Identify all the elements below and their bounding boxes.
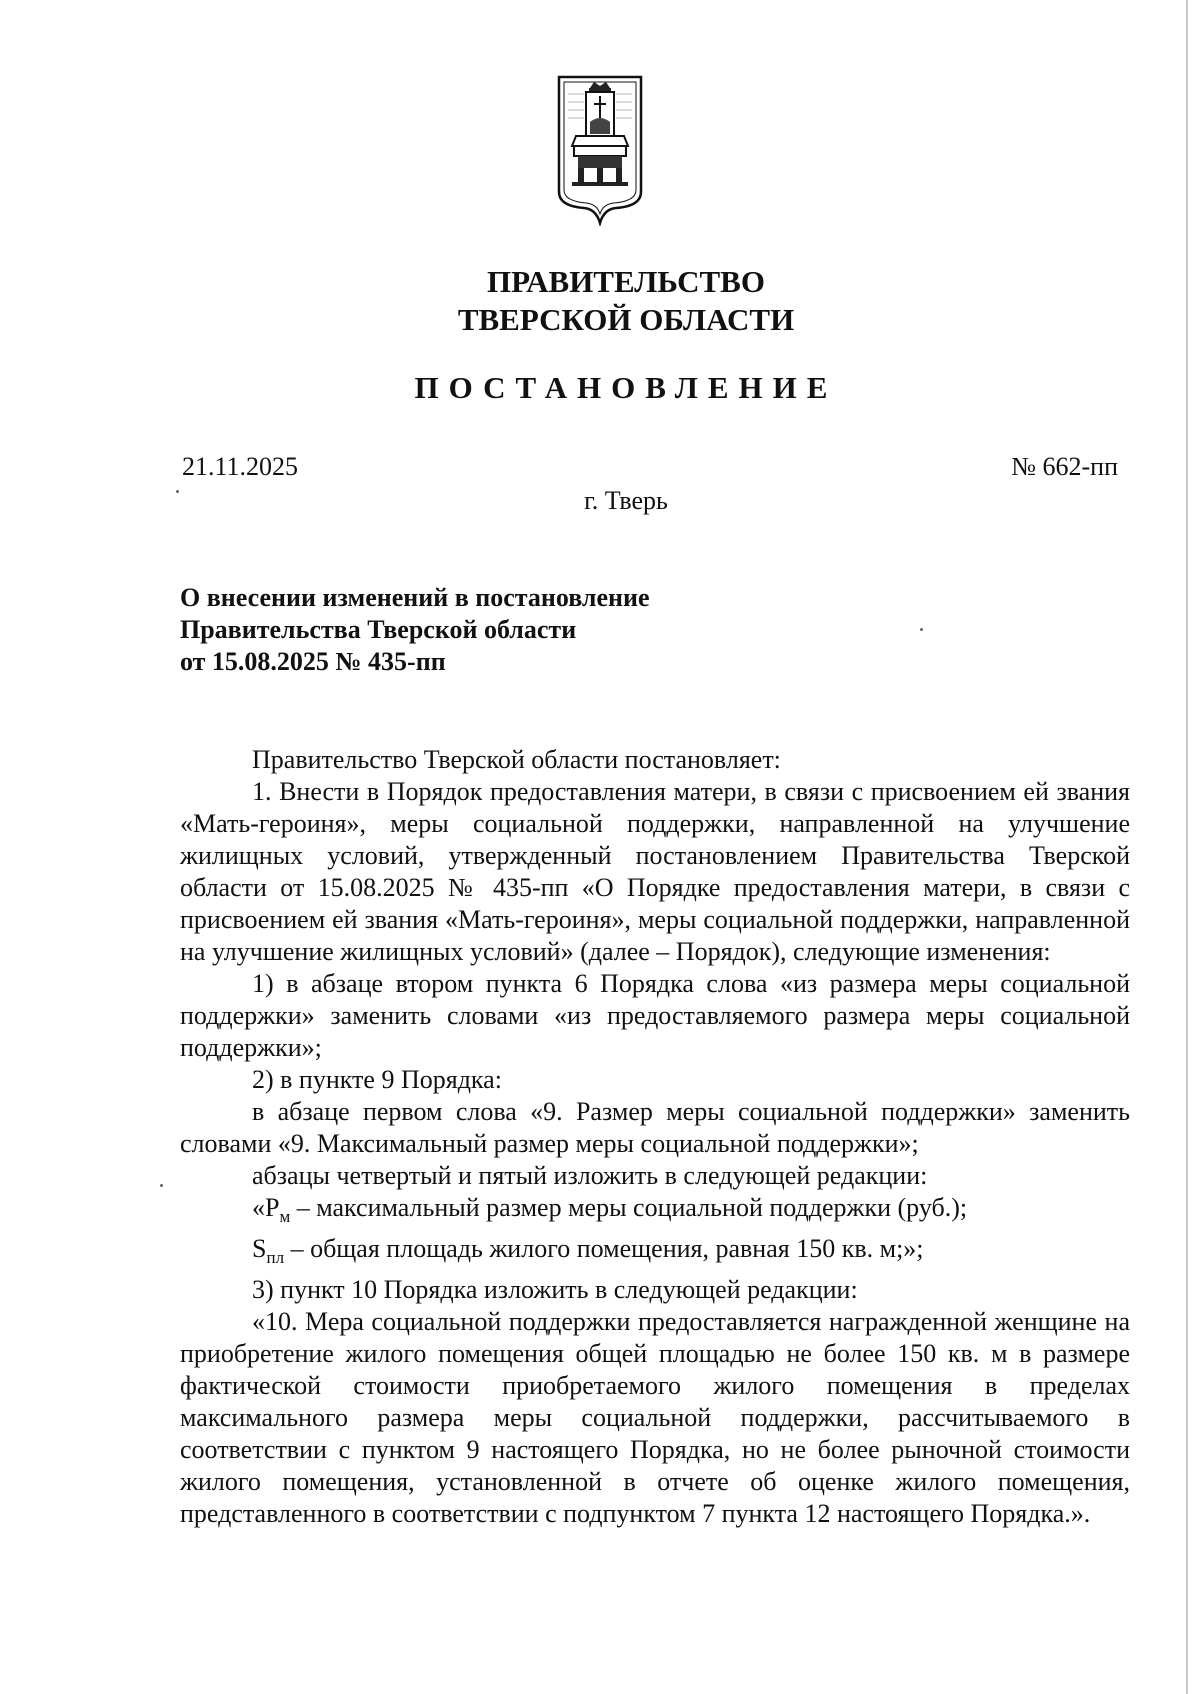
- tver-coat-of-arms-icon: [556, 74, 644, 226]
- document-body: [180, 744, 1130, 1530]
- document-number: № 662-пп: [1011, 452, 1118, 481]
- scan-speck: [160, 1184, 163, 1187]
- document-city: г. Тверь: [584, 486, 668, 515]
- title-line: от 15.08.2025 № 435-пп: [180, 647, 446, 676]
- formula-subscript: пл: [266, 1248, 285, 1268]
- title-line: Правительства Тверской области: [180, 615, 577, 644]
- paragraph: Правительство Тверской области постановляет:: [252, 745, 781, 774]
- document-type: ПОСТАНОВЛЕНИЕ: [414, 370, 838, 405]
- paragraph: в абзаце первом слова «9. Размер меры социальной поддержки» заменить словами «9. Максимальный размер меры социальной поддержки»;: [180, 1097, 1130, 1158]
- government-name-line2: ТВЕРСКОЙ ОБЛАСТИ: [457, 302, 795, 337]
- paragraph: [180, 1233, 1130, 1274]
- paragraph: [180, 1192, 1130, 1233]
- scan-speck: [176, 490, 179, 493]
- paragraph: абзацы четвертый и пятый изложить в следующей редакции:: [252, 1161, 928, 1190]
- document-title: [180, 582, 740, 678]
- formula-subscript: м: [279, 1207, 291, 1227]
- paragraph: 1) в абзаце втором пункта 6 Порядка слова «из размера меры социальной поддержки» заменить словами «из предоставляемого размера меры социальной поддержки»;: [180, 969, 1130, 1062]
- paragraph: «10. Мера социальной поддержки предоставляется награжденной женщине на приобретение жилого помещения общей площадью не более 150 кв. м в размере фактической стоимости приобретаемого жилого помещения в пределах максимального размера меры социальной поддержки, рассчитываемого в соответствии с пунктом 9 настоящего Порядка, но не более рыночной стоимости жилого помещения, установленной в отчете об оценке жилого помещения, представленного в соответствии с подпунктом 7 пункта 12 настоящего Порядка.».: [180, 1307, 1130, 1529]
- formula-text: – общая площадь жилого помещения, равная 150 кв. м;»;: [284, 1234, 924, 1264]
- formula-symbol: S: [252, 1234, 267, 1264]
- scan-speck: [920, 628, 923, 631]
- paragraph: 3) пункт 10 Порядка изложить в следующей редакции:: [252, 1275, 858, 1305]
- scan-edge-line: [1186, 0, 1188, 1694]
- paragraph: 1. Внести в Порядок предоставления матери, в связи с присвоением ей звания «Мать-героиня», меры социальной поддержки, направленной на улучшение жилищных условий, утвержденный постановлением Правительства Тверской области от 15.08.2025 № 435-пп «О Порядке предоставления матери, в связи с присвоением ей звания «Мать-героиня», меры социальной поддержки, направленной на улучшение жилищных условий» (далее – Порядок), следующие изменения:: [180, 777, 1130, 966]
- document-date: 21.11.2025: [182, 452, 299, 481]
- paragraph: 2) в пункте 9 Порядка:: [252, 1065, 502, 1094]
- formula-symbol: «Р: [252, 1193, 280, 1222]
- formula-text: – максимальный размер меры социальной поддержки (руб.);: [290, 1193, 968, 1222]
- government-name-line1: ПРАВИТЕЛЬСТВО: [487, 264, 765, 299]
- title-line: О внесении изменений в постановление: [180, 583, 650, 612]
